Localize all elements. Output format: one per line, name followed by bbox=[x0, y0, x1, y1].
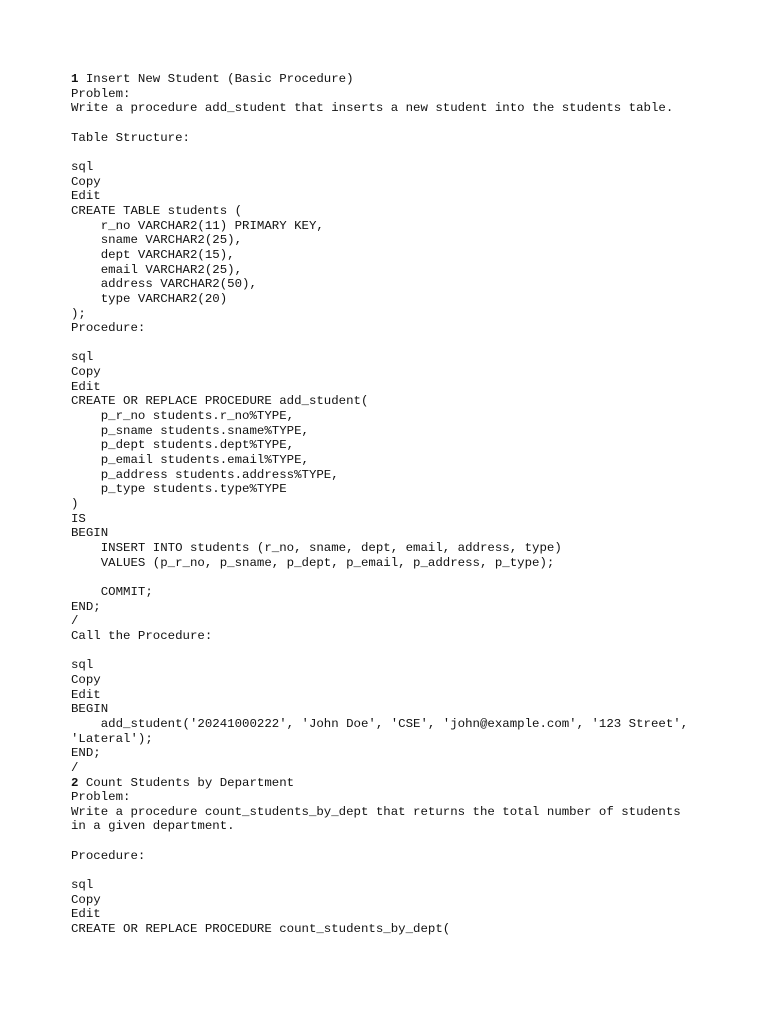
blank-line bbox=[71, 644, 751, 659]
text-line bbox=[71, 175, 751, 190]
line-text: END; bbox=[71, 599, 101, 614]
text-line bbox=[71, 380, 751, 395]
line-text: CREATE TABLE students ( bbox=[71, 203, 243, 218]
line-text: address VARCHAR2(50), bbox=[71, 277, 257, 292]
line-text: r_no VARCHAR2(11) PRIMARY KEY, bbox=[71, 218, 324, 233]
text-line bbox=[71, 409, 751, 424]
text-line bbox=[71, 526, 751, 541]
blank-line bbox=[71, 570, 751, 585]
text-line bbox=[71, 673, 751, 688]
text-line bbox=[71, 453, 751, 468]
text-line bbox=[71, 746, 751, 761]
text-line bbox=[71, 292, 751, 307]
line-text: Procedure: bbox=[71, 321, 146, 336]
line-text: Write a procedure count_students_by_dept that returns the total number of students bbox=[71, 804, 681, 819]
text-line bbox=[71, 585, 751, 600]
line-text: IS bbox=[71, 511, 86, 526]
line-text: sql bbox=[71, 159, 94, 174]
text-line bbox=[71, 307, 751, 322]
line-text: sql bbox=[71, 878, 94, 893]
text-line bbox=[71, 263, 751, 278]
line-text: p_dept students.dept%TYPE, bbox=[71, 438, 295, 453]
text-line bbox=[71, 732, 751, 747]
section-heading bbox=[71, 776, 751, 791]
line-text: ) bbox=[71, 497, 79, 512]
line-text: p_address students.address%TYPE, bbox=[71, 467, 339, 482]
line-text: CREATE OR REPLACE PROCEDURE count_students_by_dept( bbox=[71, 922, 451, 937]
line-text: END; bbox=[71, 746, 101, 761]
text-line bbox=[71, 321, 751, 336]
line-text: Problem: bbox=[71, 790, 131, 805]
line-text: Copy bbox=[71, 672, 101, 687]
line-text: Problem: bbox=[71, 86, 131, 101]
line-text: Write a procedure add_student that inserts a new student into the students table. bbox=[71, 101, 674, 116]
line-text: dept VARCHAR2(15), bbox=[71, 247, 235, 262]
line-text: p_r_no students.r_no%TYPE, bbox=[71, 409, 295, 424]
line-text: Procedure: bbox=[71, 848, 146, 863]
text-line bbox=[71, 233, 751, 248]
line-text: VALUES (p_r_no, p_sname, p_dept, p_email, p_address, p_type); bbox=[71, 555, 555, 570]
text-line bbox=[71, 468, 751, 483]
text-line bbox=[71, 365, 751, 380]
line-text: Copy bbox=[71, 365, 101, 380]
line-text: 'Lateral'); bbox=[71, 731, 153, 746]
text-line bbox=[71, 204, 751, 219]
text-line bbox=[71, 907, 751, 922]
text-line bbox=[71, 131, 751, 146]
line-text: Copy bbox=[71, 174, 101, 189]
text-line bbox=[71, 717, 751, 732]
line-text: Edit bbox=[71, 687, 101, 702]
line-text: p_type students.type%TYPE bbox=[71, 482, 287, 497]
text-line bbox=[71, 497, 751, 512]
line-text: in a given department. bbox=[71, 819, 235, 834]
line-text: sql bbox=[71, 658, 94, 673]
document-body bbox=[71, 72, 751, 937]
text-line bbox=[71, 424, 751, 439]
text-line bbox=[71, 688, 751, 703]
line-text: Call the Procedure: bbox=[71, 628, 213, 643]
blank-line bbox=[71, 834, 751, 849]
text-line bbox=[71, 658, 751, 673]
blank-line bbox=[71, 116, 751, 131]
text-line bbox=[71, 350, 751, 365]
line-text: COMMIT; bbox=[71, 584, 153, 599]
line-text: CREATE OR REPLACE PROCEDURE add_student( bbox=[71, 394, 369, 409]
text-line bbox=[71, 600, 751, 615]
text-line bbox=[71, 805, 751, 820]
line-text: Edit bbox=[71, 907, 101, 922]
text-line bbox=[71, 219, 751, 234]
blank-line bbox=[71, 863, 751, 878]
text-line bbox=[71, 761, 751, 776]
text-line bbox=[71, 277, 751, 292]
text-line bbox=[71, 556, 751, 571]
line-text: Count Students by Department bbox=[78, 775, 295, 790]
text-line bbox=[71, 849, 751, 864]
line-text: sql bbox=[71, 350, 94, 365]
text-line bbox=[71, 189, 751, 204]
line-text: type VARCHAR2(20) bbox=[71, 291, 228, 306]
blank-line bbox=[71, 145, 751, 160]
line-text: email VARCHAR2(25), bbox=[71, 262, 243, 277]
text-line bbox=[71, 819, 751, 834]
text-line bbox=[71, 394, 751, 409]
line-text: add_student('20241000222', 'John Doe', 'CSE', 'john@example.com', '123 Street', bbox=[71, 716, 689, 731]
line-text: Insert New Student (Basic Procedure) bbox=[78, 72, 354, 86]
text-line bbox=[71, 893, 751, 908]
text-line bbox=[71, 878, 751, 893]
text-line bbox=[71, 101, 751, 116]
text-line bbox=[71, 248, 751, 263]
section-number: 2 bbox=[71, 775, 79, 790]
line-text: sname VARCHAR2(25), bbox=[71, 233, 243, 248]
text-line bbox=[71, 438, 751, 453]
text-line bbox=[71, 790, 751, 805]
text-line bbox=[71, 160, 751, 175]
line-text: BEGIN bbox=[71, 526, 109, 541]
text-line bbox=[71, 702, 751, 717]
text-line bbox=[71, 512, 751, 527]
text-line bbox=[71, 482, 751, 497]
line-text: / bbox=[71, 760, 79, 775]
line-text: Table Structure: bbox=[71, 130, 190, 145]
text-line bbox=[71, 629, 751, 644]
line-text: Copy bbox=[71, 892, 101, 907]
text-line bbox=[71, 87, 751, 102]
line-text: / bbox=[71, 614, 79, 629]
line-text: p_email students.email%TYPE, bbox=[71, 453, 309, 468]
line-text: p_sname students.sname%TYPE, bbox=[71, 423, 309, 438]
text-line bbox=[71, 614, 751, 629]
section-heading bbox=[71, 72, 751, 87]
line-text: Edit bbox=[71, 189, 101, 204]
line-text: INSERT INTO students (r_no, sname, dept, email, address, type) bbox=[71, 541, 562, 555]
text-line bbox=[71, 541, 751, 556]
line-text: BEGIN bbox=[71, 702, 109, 717]
line-text: Edit bbox=[71, 379, 101, 394]
text-line bbox=[71, 922, 751, 937]
section-number: 1 bbox=[71, 72, 79, 86]
blank-line bbox=[71, 336, 751, 351]
line-text: ); bbox=[71, 306, 86, 321]
